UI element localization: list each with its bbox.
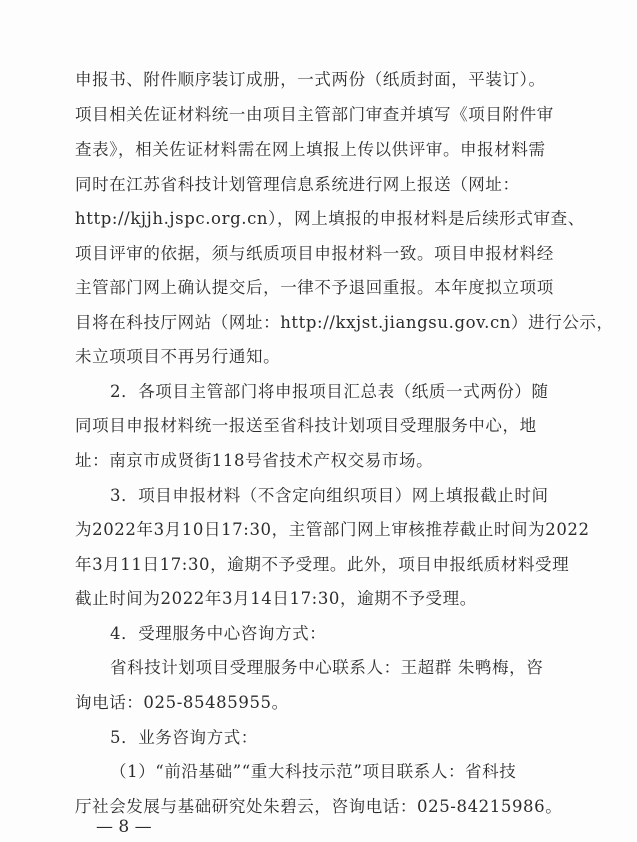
text-line: 申报书、附件顺序装订成册，一式两份（纸质封面，平装订）。 (75, 70, 546, 89)
text-line: 3．项目申报材料（不含定向组织项目）网上填报截止时间 (110, 486, 549, 505)
text-line: 询电话：025-85485955。 (75, 693, 289, 712)
text-line: 5．业务咨询方式： (110, 728, 258, 747)
text-line: 址：南京市成贤街118号省技术产权交易市场。 (75, 451, 434, 470)
text-line: 查表》，相关佐证材料需在网上填报上传以供评审。申报材料需 (75, 140, 546, 159)
text-line: 目将在科技厅网站（网址：http://kxjst.jiangsu.gov.cn）进行公示， (75, 313, 614, 332)
page-number: — 8 — (96, 817, 152, 837)
text-line: 为2022年3月10日17:30，主管部门网上审核推荐截止时间为2022 (75, 520, 590, 539)
text-line: 2．各项目主管部门将申报项目汇总表（纸质一式两份）随 (110, 382, 549, 401)
text-line: http://kjjh.jspc.org.cn），网上填报的申报材料是后续形式审查、 (75, 209, 585, 228)
text-line: 省科技计划项目受理服务中心联系人：王超群 朱鸭梅，咨 (110, 658, 544, 677)
text-line: 同项目申报材料统一报送至省科技计划项目受理服务中心，地 (75, 416, 537, 435)
text-line: 项目相关佐证材料统一由项目主管部门审查并填写《项目附件审 (75, 105, 554, 124)
text-line: 同时在江苏省科技计划管理信息系统进行网上报送（网址： (75, 175, 520, 194)
text-line: 项目评审的依据，须与纸质项目申报材料一致。项目申报材料经 (75, 244, 554, 263)
text-line: 4．受理服务中心咨询方式： (110, 624, 327, 643)
text-line: 截止时间为2022年3月14日17:30，逾期不予受理。 (75, 589, 477, 608)
text-line: 厅社会发展与基础研究处朱碧云，咨询电话：025-84215986。 (75, 797, 563, 816)
text-line: 主管部门网上确认提交后，一律不予退回重报。本年度拟立项项 (75, 278, 554, 297)
text-line: 未立项项目不再另行通知。 (75, 347, 281, 366)
text-line: 年3月11日17:30，逾期不予受理。此外，项目申报纸质材料受理 (75, 555, 570, 574)
text-line: （1）“前沿基础”“重大科技示范”项目联系人：省科技 (110, 762, 517, 781)
